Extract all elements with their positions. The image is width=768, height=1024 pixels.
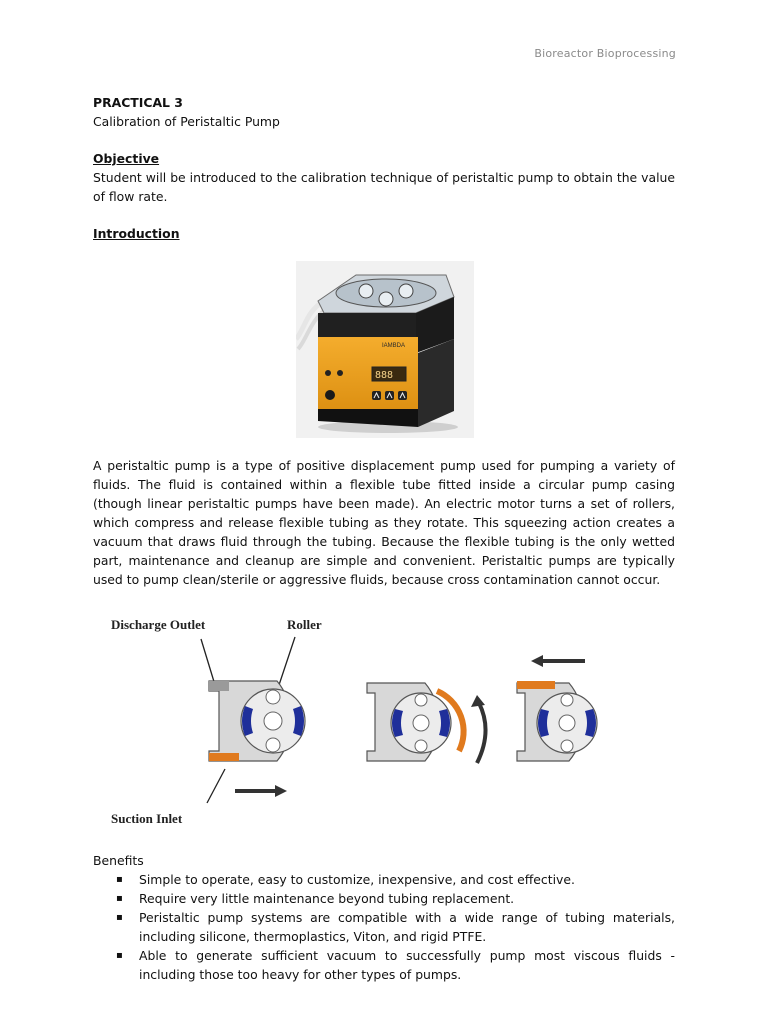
bullet-icon: ▪ — [116, 874, 123, 885]
pump-stage-3 — [517, 655, 597, 761]
document-body — [93, 93, 675, 984]
roller-diagram — [107, 611, 627, 831]
pump-stage-1 — [209, 681, 305, 797]
label-suction-inlet: Suction Inlet — [111, 811, 183, 826]
introduction-paragraph: A peristaltic pump is a type of positive displacement pump used for pumping a variety of fluids. The fluid is contained within a flexible tube fitted inside a circular pump casing (though linear peristaltic pumps have been made). An electric motor turns a set of rollers, which compress and release flexible tubing as they rotate. This squeezing action creates a vacuum that draws fluid through the tubing. Because the flexible tubing is the only wetted part, maintenance and cleanup are simple and convenient. Peristaltic pumps are typically used to pump clean/sterile or aggressive fluids, because cross contamination cannot occur. — [93, 458, 675, 587]
list-item — [93, 946, 675, 984]
pump-display-value: 888 — [375, 370, 394, 381]
list-item — [93, 908, 675, 946]
benefit-text: Peristaltic pump systems are compatible with a wide range of tubing materials, including silicone, thermoplastics, Viton, and rigid PTFE. — [139, 910, 675, 944]
pump-illustration — [296, 261, 474, 438]
objective-heading: Objective — [93, 151, 160, 166]
bullet-icon: ▪ — [116, 950, 123, 961]
objective-text: Student will be introduced to the calibration technique of peristaltic pump to obtain the value of flow rate. — [93, 170, 675, 204]
pump-brand-label: IAMBDA — [382, 343, 406, 349]
benefit-text: Require very little maintenance beyond tubing replacement. — [139, 891, 515, 906]
benefit-text: Simple to operate, easy to customize, inexpensive, and cost effective. — [139, 872, 575, 887]
practical-title: Calibration of Peristaltic Pump — [93, 114, 280, 129]
benefit-text: Able to generate sufficient vacuum to successfully pump most viscous fluids - including those too heavy for other types of pumps. — [139, 948, 675, 982]
list-item — [93, 870, 675, 889]
bullet-icon: ▪ — [116, 893, 123, 904]
practical-number: PRACTICAL 3 — [93, 95, 183, 110]
benefits-list — [93, 870, 675, 984]
label-roller: Roller — [287, 617, 322, 632]
benefits-heading: Benefits — [93, 853, 144, 868]
peristaltic-pump-photo — [296, 261, 474, 438]
bullet-icon: ▪ — [116, 912, 123, 923]
list-item — [93, 889, 675, 908]
running-header: Bioreactor Bioprocessing — [534, 47, 676, 60]
pump-stage-2 — [367, 683, 486, 763]
introduction-heading: Introduction — [93, 226, 180, 241]
label-discharge-outlet: Discharge Outlet — [111, 617, 206, 632]
peristaltic-diagram — [107, 611, 627, 831]
